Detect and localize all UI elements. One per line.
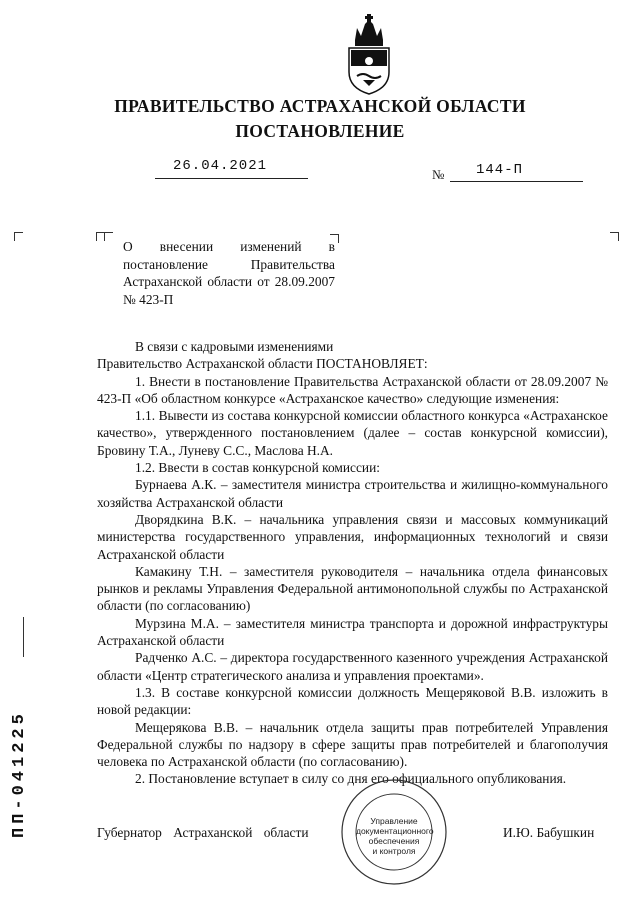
document-date: 26.04.2021 [173,158,268,174]
body-paragraph: 1.1. Вывести из состава конкурсной комиссии областного конкурса «Астраханское качество», утвержденного постановлением (далее – состав конкурсной комиссии), Бровину Т.А., Луневу С.С., Маслова Н.А. [97,408,608,458]
body-paragraph: Правительство Астраханской области ПОСТАНОВЛЯЕТ: [97,356,428,372]
side-margin-line [23,617,24,657]
body-paragraph: Мещерякова В.В. – начальник отдела защиты прав потребителей Управления Федеральной службы по надзору в сфере защиты прав потребителей и благополучия человека по Астраханской области (по согласованию). [97,719,608,770]
doc-type-title: ПОСТАНОВЛЕНИЕ [235,121,405,141]
body-paragraph: 1. Внести в постановление Правительства Астраханской области от 28.09.2007 № 423-П «Об областном конкурсе «Астраханское качество» следующие изменения: [97,373,608,406]
org-title: ПРАВИТЕЛЬСТВО АСТРАХАНСКОЙ ОБЛАСТИ [114,96,526,116]
number-underline [450,181,583,182]
stamp-line: Управление [370,816,418,826]
signature-position: Губернатор Астраханской области [97,825,309,840]
body-paragraph: Бурнаева А.К. – заместителя министра строительства и жилищно-коммунального хозяйства Астраханской области [97,477,608,510]
signature-name: И.Ю. Бабушкин [503,825,595,840]
side-registration-code: ПП-041225 [10,710,29,838]
body-paragraph: 1.2. Ввести в состав конкурсной комиссии: [135,460,380,476]
body-paragraph: 1.3. В составе конкурсной комиссии должность Мещеряковой В.В. изложить в новой редакции: [97,684,608,718]
document-body [97,338,608,788]
body-paragraph: Дворядкина В.К. – начальника управления связи и массовых коммуникаций министерства государственного управления, информационных технологий и связи Астраханской области [97,511,608,562]
corner-mark-right [610,232,619,241]
body-paragraph: В связи с кадровыми изменениями [135,339,334,354]
stamp-line: и контроля [372,846,416,856]
body-paragraph: Камакину Т.Н. – заместителя руководителя – начальника отдела финансовых рынков и рекламы Управления Федеральной антимонопольной службы по Астраханской области (по согласованию) [97,563,608,614]
corner-mark-subject-left-2 [104,232,113,241]
corner-mark-left [14,232,23,241]
document-subject: О внесении изменений в постановление Правительства Астраханской области от 28.09.2007 № 423-П [123,239,335,307]
coat-of-arms-icon [343,14,395,96]
number-sign: № [432,167,445,182]
document-number: 144-П [476,162,524,178]
body-paragraph: Радченко А.С. – директора государственного казенного учреждения Астраханской области «Центр стратегического анализа и управления проектами». [97,650,608,683]
stamp-line: обеспечения [368,836,420,846]
body-paragraph: 2. Постановление вступает в силу со дня его официального опубликования. [135,771,567,787]
stamp-line: документационного [356,826,434,836]
body-paragraph: Мурзина М.А. – заместителя министра транспорта и дорожной инфраструктуры Астраханской области [97,615,608,649]
date-underline [155,178,308,179]
stamp-text [356,816,432,856]
